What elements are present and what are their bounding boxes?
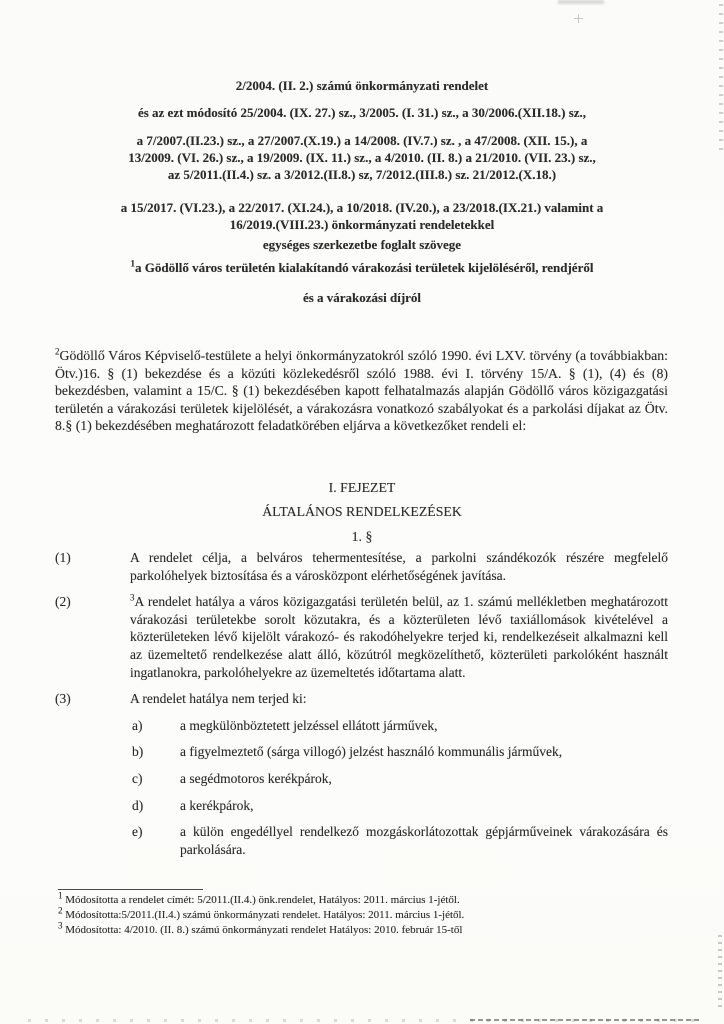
intro-text: Gödöllő Város Képviselő-testülete a helyi önkormányzatokról szóló 1990. évi LXV. törvény (a továbbiakban: Ötv.)16. § (1) bekezdése és a közúti közlekedésről szóló 1988. évi I. törvény 15/A. § (1), (4) és (8) bekezdésben, valamint a 15/C. § (1) bekezdésében kapott felhatalmazás alapján Gödöllő város közigazgatási területén a várakozási területek kijelölését, a várakozásra vonatkozó szabályokat és a parkolási díjakat az Ötv. 8.§ (1) bekezdésében meghatározott feladatkörében eljárva a következőket rendeli el: [55,348,668,434]
title-line: egységes szerkezetbe foglalt szövege [262,237,462,252]
scan-artifact-right-edge-top [719,4,723,154]
list-item-label: e) [132,824,143,840]
title-block [40,77,684,306]
intro-paragraph [55,347,668,435]
paragraph-row [55,690,668,708]
paragraph-row [55,549,668,584]
list-item-label: a) [132,717,143,733]
list-item-text: a megkülönböztetett jelzéssel ellátott járművek, [180,717,438,733]
list-item [132,717,668,735]
title-line: a 15/2017. (VI.23.), a 22/2017. (XI.24.), a 10/2018. (IV.20.), a 23/2018.(IX.21.) valamint a [120,200,604,215]
footnote: $^2$ Módosította:5/2011.(II.4.) számú önkormányzati rendelet. Hatályos: 2011. március 1-jétől. [58,905,465,921]
footnote-ref-2: 2 [55,346,60,357]
footnote-ref: 1 [130,258,136,269]
chapter-block [0,479,724,545]
section-number: 1. § [351,529,373,544]
title-line: $^1$a Gödöllő város területén kialakítandó várakozási területek kijelöléséről, rendjéről [130,258,594,275]
list-item-text: a segédmotoros kerékpárok, [180,770,332,786]
title-line: 13/2009. (VI. 26.) sz., a 19/2009. (IX. 11.) sz., a 4/2010. (II. 8.) a 21/2010. (VII. 23.) sz., [128,150,596,165]
footnotes-block [58,889,654,937]
footnote: $^3$ Módosította: 4/2010. (II. 8.) számú önkormányzati rendelet Hatályos: 2010. február 15-től [58,919,463,936]
footnote-ref: 2 [58,905,63,916]
list-item-text: a külön engedéllyel rendelkező mozgáskorlátozottak gépjárműveinek várakozására és parkolására. [180,824,668,857]
list-item [132,743,668,761]
footnote-ref: 3 [58,919,63,930]
scan-artifact-right-edge-bottom [718,935,722,1010]
chapter-subheading: ÁLTALÁNOS RENDELKEZÉSEK [262,504,462,519]
title-line: az 5/2011.(II.4.) sz. a 3/2012.(II.8.) sz, 7/2012.(III.8.) sz. 21/2012.(X.18.) [167,167,557,182]
list-item-label: c) [132,770,143,786]
scan-artifact-top-smudge [558,0,604,4]
paragraph-number: (1) [55,550,71,565]
scan-artifact-plus-mark [574,14,583,23]
list-item [132,770,668,788]
title-line: 2/2004. (II. 2.) számú önkormányzati rendelet [235,78,489,93]
footnote-ref: 1 [58,890,63,901]
footnote-ref: 3 [130,592,135,603]
paragraph-text: A rendelet hatálya nem terjed ki: [130,691,307,707]
footnote: $^1$ Módosította a rendelet címét: 5/2011.(II.4.) önk.rendelet, Hatályos: 2011. március 1-jétől. [58,890,460,906]
list-item-text: a figyelmeztető (sárga villogó) jelzést használó kommunális járművek, [180,744,563,760]
list-item [132,823,668,858]
paragraph-text: $^3$A rendelet hatálya a város közigazgatási területén belül, az 1. számú mellékletben meghatározott várakozási területekbe sorolt közutakra, és a közterületen lévő taxiállomások kivételével a közterületeken lévő kijelölt várakozó- és rakodóhelyekre terjed ki, rendelkezéseit alkalmazni kell az üzemeltető rendelkezése alatt álló, közútról megközelíthető, közterületi parkolóként használt ingatlanokra, parkolóhelyekre az üzemeltetés időtartama alatt. [130,592,668,680]
list-item-label: b) [132,744,144,760]
paragraphs-block [55,549,668,858]
paragraph-number: (2) [55,594,71,610]
list-item-text: a kerékpárok, [180,797,254,813]
paragraph-text: A rendelet célja, a belváros tehermentesítése, a parkolni szándékozók részére megfelelő parkolóhelyek biztosítása és a városközpont elérhetőségének javítása. [130,550,668,583]
scan-artifact-bottom-dense [470,1019,700,1021]
paragraph-row [55,593,668,681]
paragraph-number: (3) [55,691,71,707]
title-line: 16/2019.(VIII.23.) önkormányzati rendeletekkel [229,217,495,232]
title-line: és az ezt módosító 25/2004. (IX. 27.) sz., 3/2005. (I. 31.) sz., a 30/2006.(XII.18.) sz., [137,105,587,120]
footnote-separator [58,889,203,890]
list-item-label: d) [132,797,144,813]
title-line: és a várakozási díjról [302,290,422,305]
list-item [132,797,668,815]
title-line: a 7/2007.(II.23.) sz., a 27/2007.(X.19.) a 14/2008. (IV.7.) sz. , a 47/2008. (XII. 15.), a [136,133,588,148]
chapter-heading: I. FEJEZET [328,480,396,495]
